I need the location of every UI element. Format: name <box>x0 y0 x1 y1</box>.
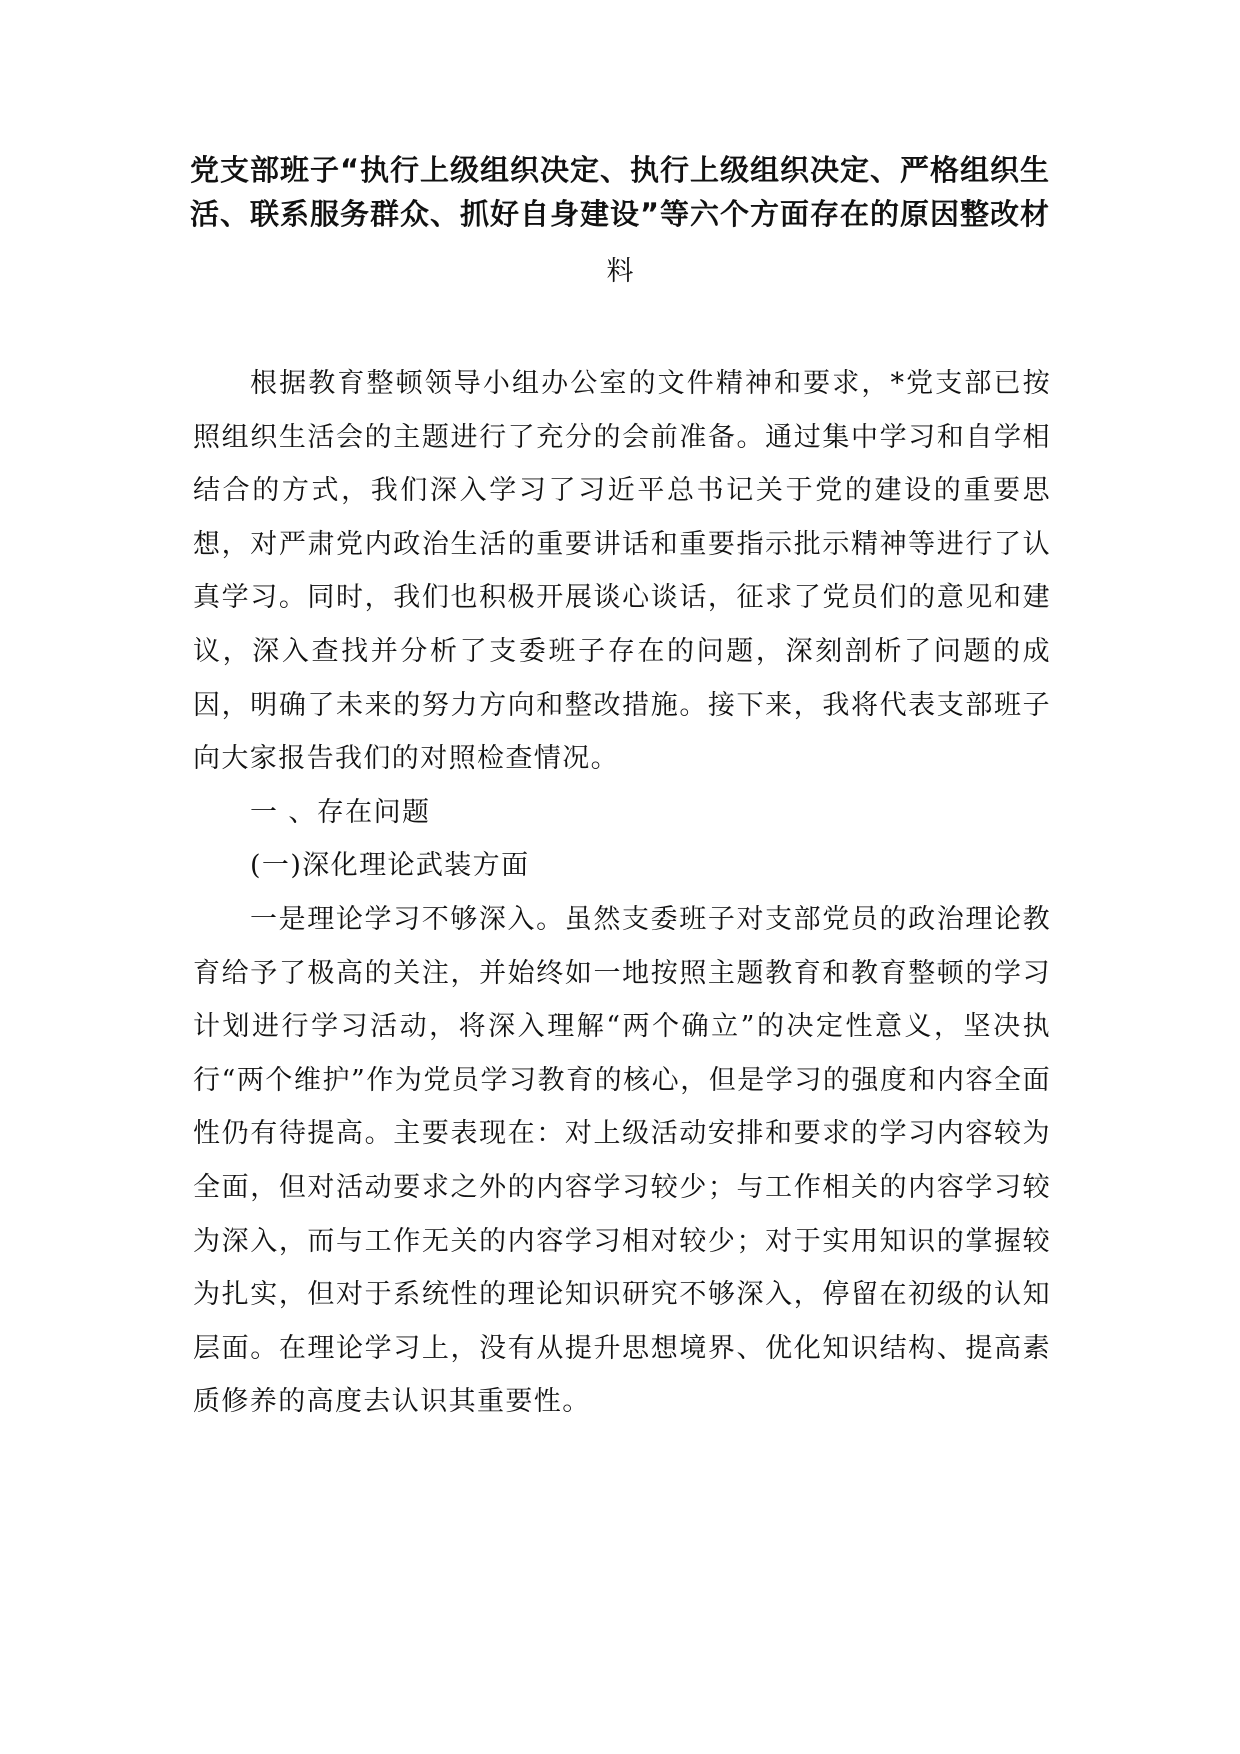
document-body <box>193 357 1051 1429</box>
document-title <box>190 148 1050 236</box>
title-tail: 料 <box>606 256 634 287</box>
theory-study-paragraph: 一是理论学习不够深入。虽然支委班子对支部党员的政治理论教育给予了极高的关注，并始终如一地按照主题教育和教育整顿的学习计划进行学习活动，将深入理解“两个确立”的决定性意义，坚决执行“两个维护”作为党员学习教育的核心，但是学习的强度和内容全面性仍有待提高。主要表现在：对上级活动安排和要求的学习内容较为全面，但对活动要求之外的内容学习较少；与工作相关的内容学习较为深入，而与工作无关的内容学习相对较少；对于实用知识的掌握较为扎实，但对于系统性的理论知识研究不够深入，停留在初级的认知层面。在理论学习上，没有从提升思想境界、优化知识结构、提高素质修养的高度去认识其重要性。 <box>193 903 1051 1418</box>
title-line-1: 党支部班子“执行上级组织决定、执行上级组织决定、严格组织生 <box>190 153 1051 187</box>
section-heading: 一 、存在问题 <box>250 796 431 828</box>
title-line-2: 活、联系服务群众、抓好自身建设”等六个方面存在的原因整改材 <box>190 197 1051 231</box>
intro-paragraph: 根据教育整顿领导小组办公室的文件精神和要求，*党支部已按照组织生活会的主题进行了充分的会前准备。通过集中学习和自学相结合的方式，我们深入学习了习近平总书记关于党的建设的重要思想，对严肃党内政治生活的重要讲话和重要指示批示精神等进行了认真学习。同时，我们也积极开展谈心谈话，征求了党员们的意见和建议，深入查找并分析了支委班子存在的问题，深刻剖析了问题的成因，明确了未来的努力方向和整改措施。接下来，我将代表支部班子向大家报告我们的对照检查情况。 <box>193 368 1051 775</box>
subsection-heading: (一)深化理论武装方面 <box>250 850 530 882</box>
